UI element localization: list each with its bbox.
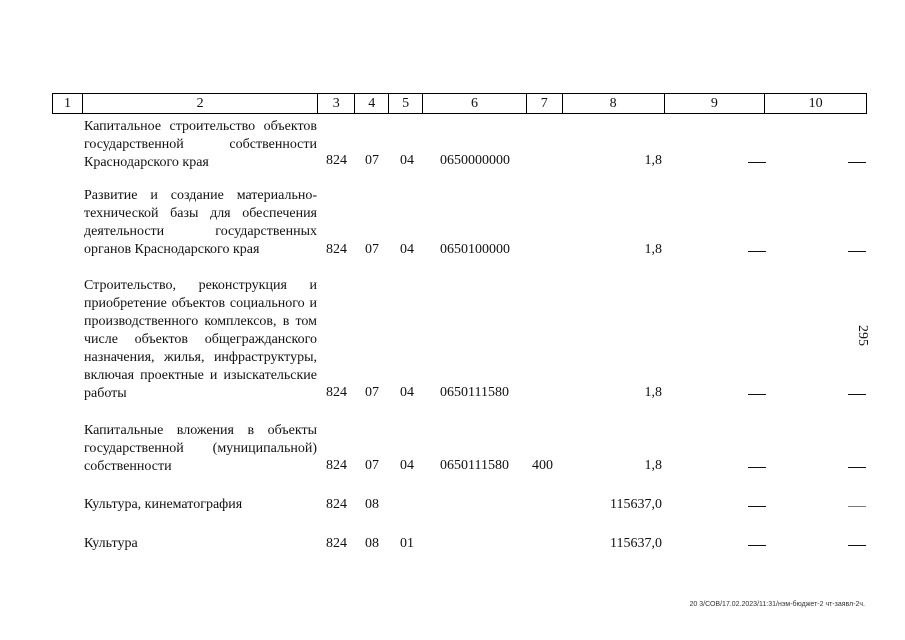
cell-section: 08	[365, 536, 379, 551]
header-col-1: 1	[53, 94, 83, 113]
cell-col10-dash	[848, 506, 866, 507]
cell-col10-dash	[848, 394, 866, 395]
cell-ministry-code: 824	[326, 153, 347, 168]
header-col-10: 10	[808, 95, 823, 111]
cell-ministry-code: 824	[326, 242, 347, 257]
cell-col10-dash	[848, 251, 866, 252]
cell-amount: 115637,0	[610, 497, 662, 512]
row-name: Строительство, реконструкция и приобретение объектов социального и производственного комплексов, в том числе объектов общегражданского назначения, жилья, инфраструктуры, включая проектные и изыскательские работы	[84, 278, 317, 401]
cell-target-article: 0650111580	[440, 458, 509, 473]
cell-col10-dash	[848, 467, 866, 468]
header-col-2: 2	[83, 94, 318, 113]
row-name: Развитие и создание материально-технической базы для обеспечения деятельности государственных органов Краснодарского края	[84, 188, 317, 257]
cell-ministry-code: 824	[326, 497, 347, 512]
cell-target-article: 0650100000	[440, 242, 510, 257]
header-col-3: 3	[318, 94, 355, 113]
cell-col10-dash	[848, 162, 866, 163]
cell-ministry-code: 824	[326, 385, 347, 400]
cell-col9-dash	[748, 394, 766, 395]
cell-col9-dash	[748, 251, 766, 252]
cell-col9-dash	[748, 545, 766, 546]
header-col-5: 5	[389, 94, 423, 113]
cell-amount: 115637,0	[610, 536, 662, 551]
page-number: 295	[855, 325, 870, 346]
cell-col10-dash	[848, 545, 866, 546]
cell-subsection: 01	[400, 536, 414, 551]
cell-section: 07	[365, 153, 379, 168]
header-col-6: 6	[423, 94, 527, 113]
cell-amount: 1,8	[644, 458, 662, 473]
header-col-7: 7	[527, 94, 563, 113]
header-col-9: 9	[665, 94, 766, 113]
cell-col9-dash	[748, 162, 766, 163]
cell-section: 07	[365, 242, 379, 257]
cell-section: 07	[365, 385, 379, 400]
table-header-row	[52, 93, 867, 114]
cell-amount: 1,8	[644, 385, 662, 400]
cell-expense-type: 400	[532, 458, 553, 473]
cell-ministry-code: 824	[326, 536, 347, 551]
cell-amount: 1,8	[644, 153, 662, 168]
cell-col9-dash	[748, 506, 766, 507]
cell-subsection: 04	[400, 242, 414, 257]
header-col-8: 8	[563, 94, 665, 113]
row-name: Капитальные вложения в объекты государственной (муниципальной) собственности	[84, 423, 317, 474]
cell-ministry-code: 824	[326, 458, 347, 473]
cell-subsection: 04	[400, 153, 414, 168]
cell-subsection: 04	[400, 458, 414, 473]
row-name: Культура, кинематография	[84, 497, 243, 512]
cell-section: 08	[365, 497, 379, 512]
row-name: Капитальное строительство объектов государственной собственности Краснодарского края	[84, 119, 317, 170]
cell-subsection: 04	[400, 385, 414, 400]
header-col-4: 4	[355, 94, 389, 113]
cell-target-article: 0650000000	[440, 153, 510, 168]
cell-target-article: 0650111580	[440, 385, 509, 400]
footer-note: 20 3/СОВ/17.02.2023/11:31/нэм-бюджет-2 чт-заявл-2ч.	[689, 601, 865, 608]
cell-section: 07	[365, 458, 379, 473]
cell-col9-dash	[748, 467, 766, 468]
cell-amount: 1,8	[644, 242, 662, 257]
row-name: Культура	[84, 536, 138, 551]
